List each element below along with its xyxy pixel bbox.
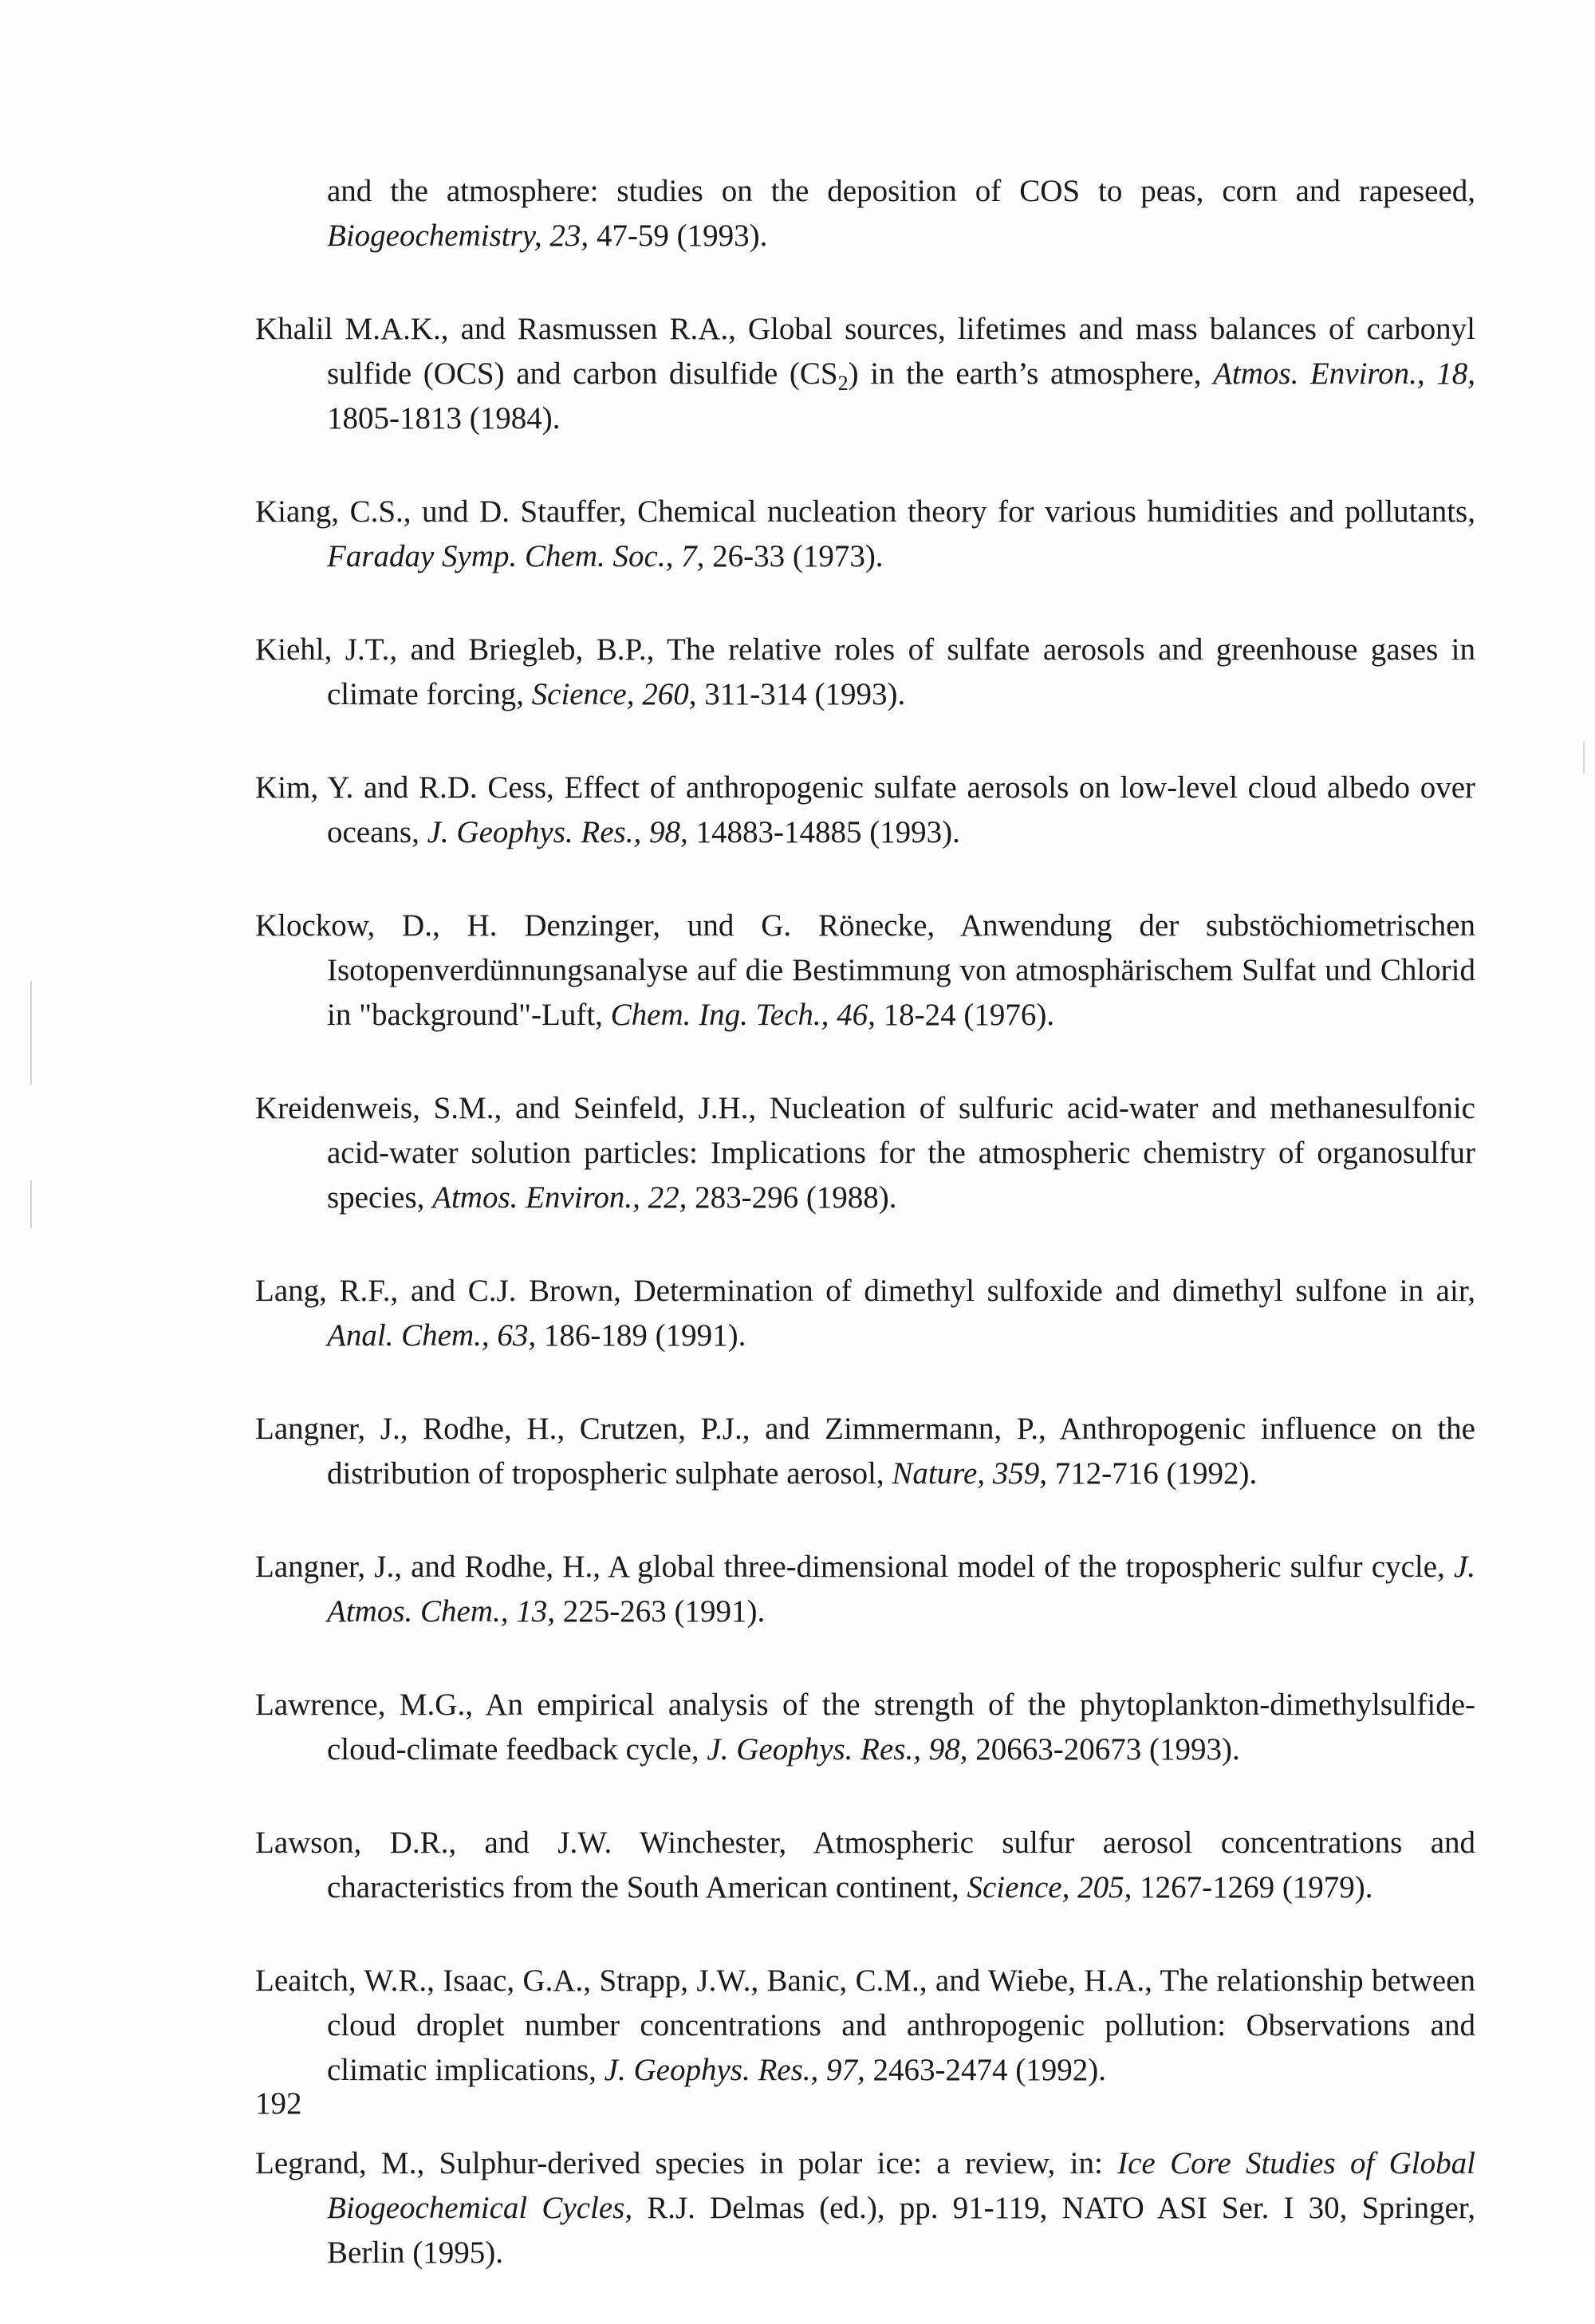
scan-artifact-left xyxy=(30,981,32,1085)
reference-legrand: Legrand, M., Sulphur-derived species in polar ice: a review, in: Ice Core Studies of Global Biogeochemical Cycles, R.J. Delmas (ed.), pp. 91-119, NATO ASI Ser. I 30, Springer, Berlin (1995). xyxy=(255,2146,1475,2270)
reference-leaitch: Leaitch, W.R., Isaac, G.A., Strapp, J.W., Banic, C.M., and Wiebe, H.A., The relationship between cloud droplet number concentrations and anthropogenic pollution: Observations and climatic implications, J. Geophys. Res., 97, 2463-2474 (1992). xyxy=(255,1964,1475,2087)
journal-citation: Science, 260, xyxy=(531,677,697,711)
page-number: 192 xyxy=(255,2086,302,2121)
reference-kiehl: Kiehl, J.T., and Briegleb, B.P., The relative roles of sulfate aerosols and greenhouse gases in climate forcing, Science, 260, 311-314 (1993). xyxy=(255,632,1475,711)
journal-citation: Ice Core Studies of Global Biogeochemical Cycles, xyxy=(327,2146,1475,2225)
journal-citation: Science, 205, xyxy=(967,1870,1132,1904)
journal-citation: Atmos. Environ., 18, xyxy=(1213,356,1475,391)
journal-citation: J. Geophys. Res., 98, xyxy=(427,815,688,849)
reference-list xyxy=(255,169,1475,2324)
reference-langner-1991: Langner, J., and Rodhe, H., A global three-dimensional model of the tropospheric sulfur cycle, J. Atmos. Chem., 13, 225-263 (1991). xyxy=(255,1550,1475,1629)
journal-citation: Atmos. Environ., 22, xyxy=(432,1180,687,1215)
reference-lang: Lang, R.F., and C.J. Brown, Determination of dimethyl sulfoxide and dimethyl sulfone in air, Anal. Chem., 63, 186-189 (1991). xyxy=(255,1274,1475,1353)
journal-citation: Faraday Symp. Chem. Soc., 7, xyxy=(327,539,705,573)
reference-kim: Kim, Y. and R.D. Cess, Effect of anthropogenic sulfate aerosols on low-level cloud albedo over oceans, J. Geophys. Res., 98, 14883-14885 (1993). xyxy=(255,770,1475,849)
journal-citation: J. Geophys. Res., 97, xyxy=(604,2053,865,2087)
reference-khalil: Khalil M.A.K., and Rasmussen R.A., Global sources, lifetimes and mass balances of carbonyl sulfide (OCS) and carbon disulfide $(CS_2)$ in the earth’s atmosphere, Atmos. Environ., 18, 1805-1813 (1984). xyxy=(255,312,1475,435)
journal-citation: J. Geophys. Res., 98, xyxy=(707,1732,968,1767)
reference-lawrence: Lawrence, M.G., An empirical analysis of the strength of the phytoplankton-dimethylsulfide-cloud-climate feedback cycle, J. Geophys. Res., 98, 20663-20673 (1993). xyxy=(255,1688,1475,1767)
journal-citation: Nature, 359, xyxy=(892,1456,1048,1491)
reference-continuation: and the atmosphere: studies on the deposition of COS to peas, corn and rapeseed, Biogeochemistry, 23, 47-59 (1993). xyxy=(327,174,1475,253)
subscript: 2 xyxy=(837,372,849,395)
scan-artifact-left-lower xyxy=(30,1180,32,1228)
journal-citation: Chem. Ing. Tech., 46, xyxy=(610,998,876,1032)
reference-langner-1992: Langner, J., Rodhe, H., Crutzen, P.J., and Zimmermann, P., Anthropogenic influence on the distribution of tropospheric sulphate aerosol, Nature, 359, 712-716 (1992). xyxy=(255,1412,1475,1491)
journal-citation: J. Atmos. Chem., 13, xyxy=(327,1550,1475,1629)
journal-citation: Anal. Chem., 63, xyxy=(327,1318,537,1353)
scan-artifact-right xyxy=(1583,742,1585,774)
reference-kreidenweis: Kreidenweis, S.M., and Seinfeld, J.H., Nucleation of sulfuric acid-water and methanesulfonic acid-water solution particles: Implications for the atmospheric chemistry of organosulfur species, Atmos. Environ., 22, 283-296 (1988). xyxy=(255,1091,1475,1215)
reference-lawson: Lawson, D.R., and J.W. Winchester, Atmospheric sulfur aerosol concentrations and characteristics from the South American continent, Science, 205, 1267-1269 (1979). xyxy=(255,1826,1475,1904)
reference-kiang: Kiang, C.S., und D. Stauffer, Chemical nucleation theory for various humidities and pollutants, Faraday Symp. Chem. Soc., 7, 26-33 (1973). xyxy=(255,494,1475,573)
journal-citation: Biogeochemistry, 23, xyxy=(327,219,589,253)
reference-klockow: Klockow, D., H. Denzinger, und G. Rönecke, Anwendung der substöchiometrischen Isotopenverdünnungsanalyse auf die Bestimmung von atmosphärischem Sulfat und Chlorid in "background"-Luft, Chem. Ing. Tech., 46, 18-24 (1976). xyxy=(255,908,1475,1032)
